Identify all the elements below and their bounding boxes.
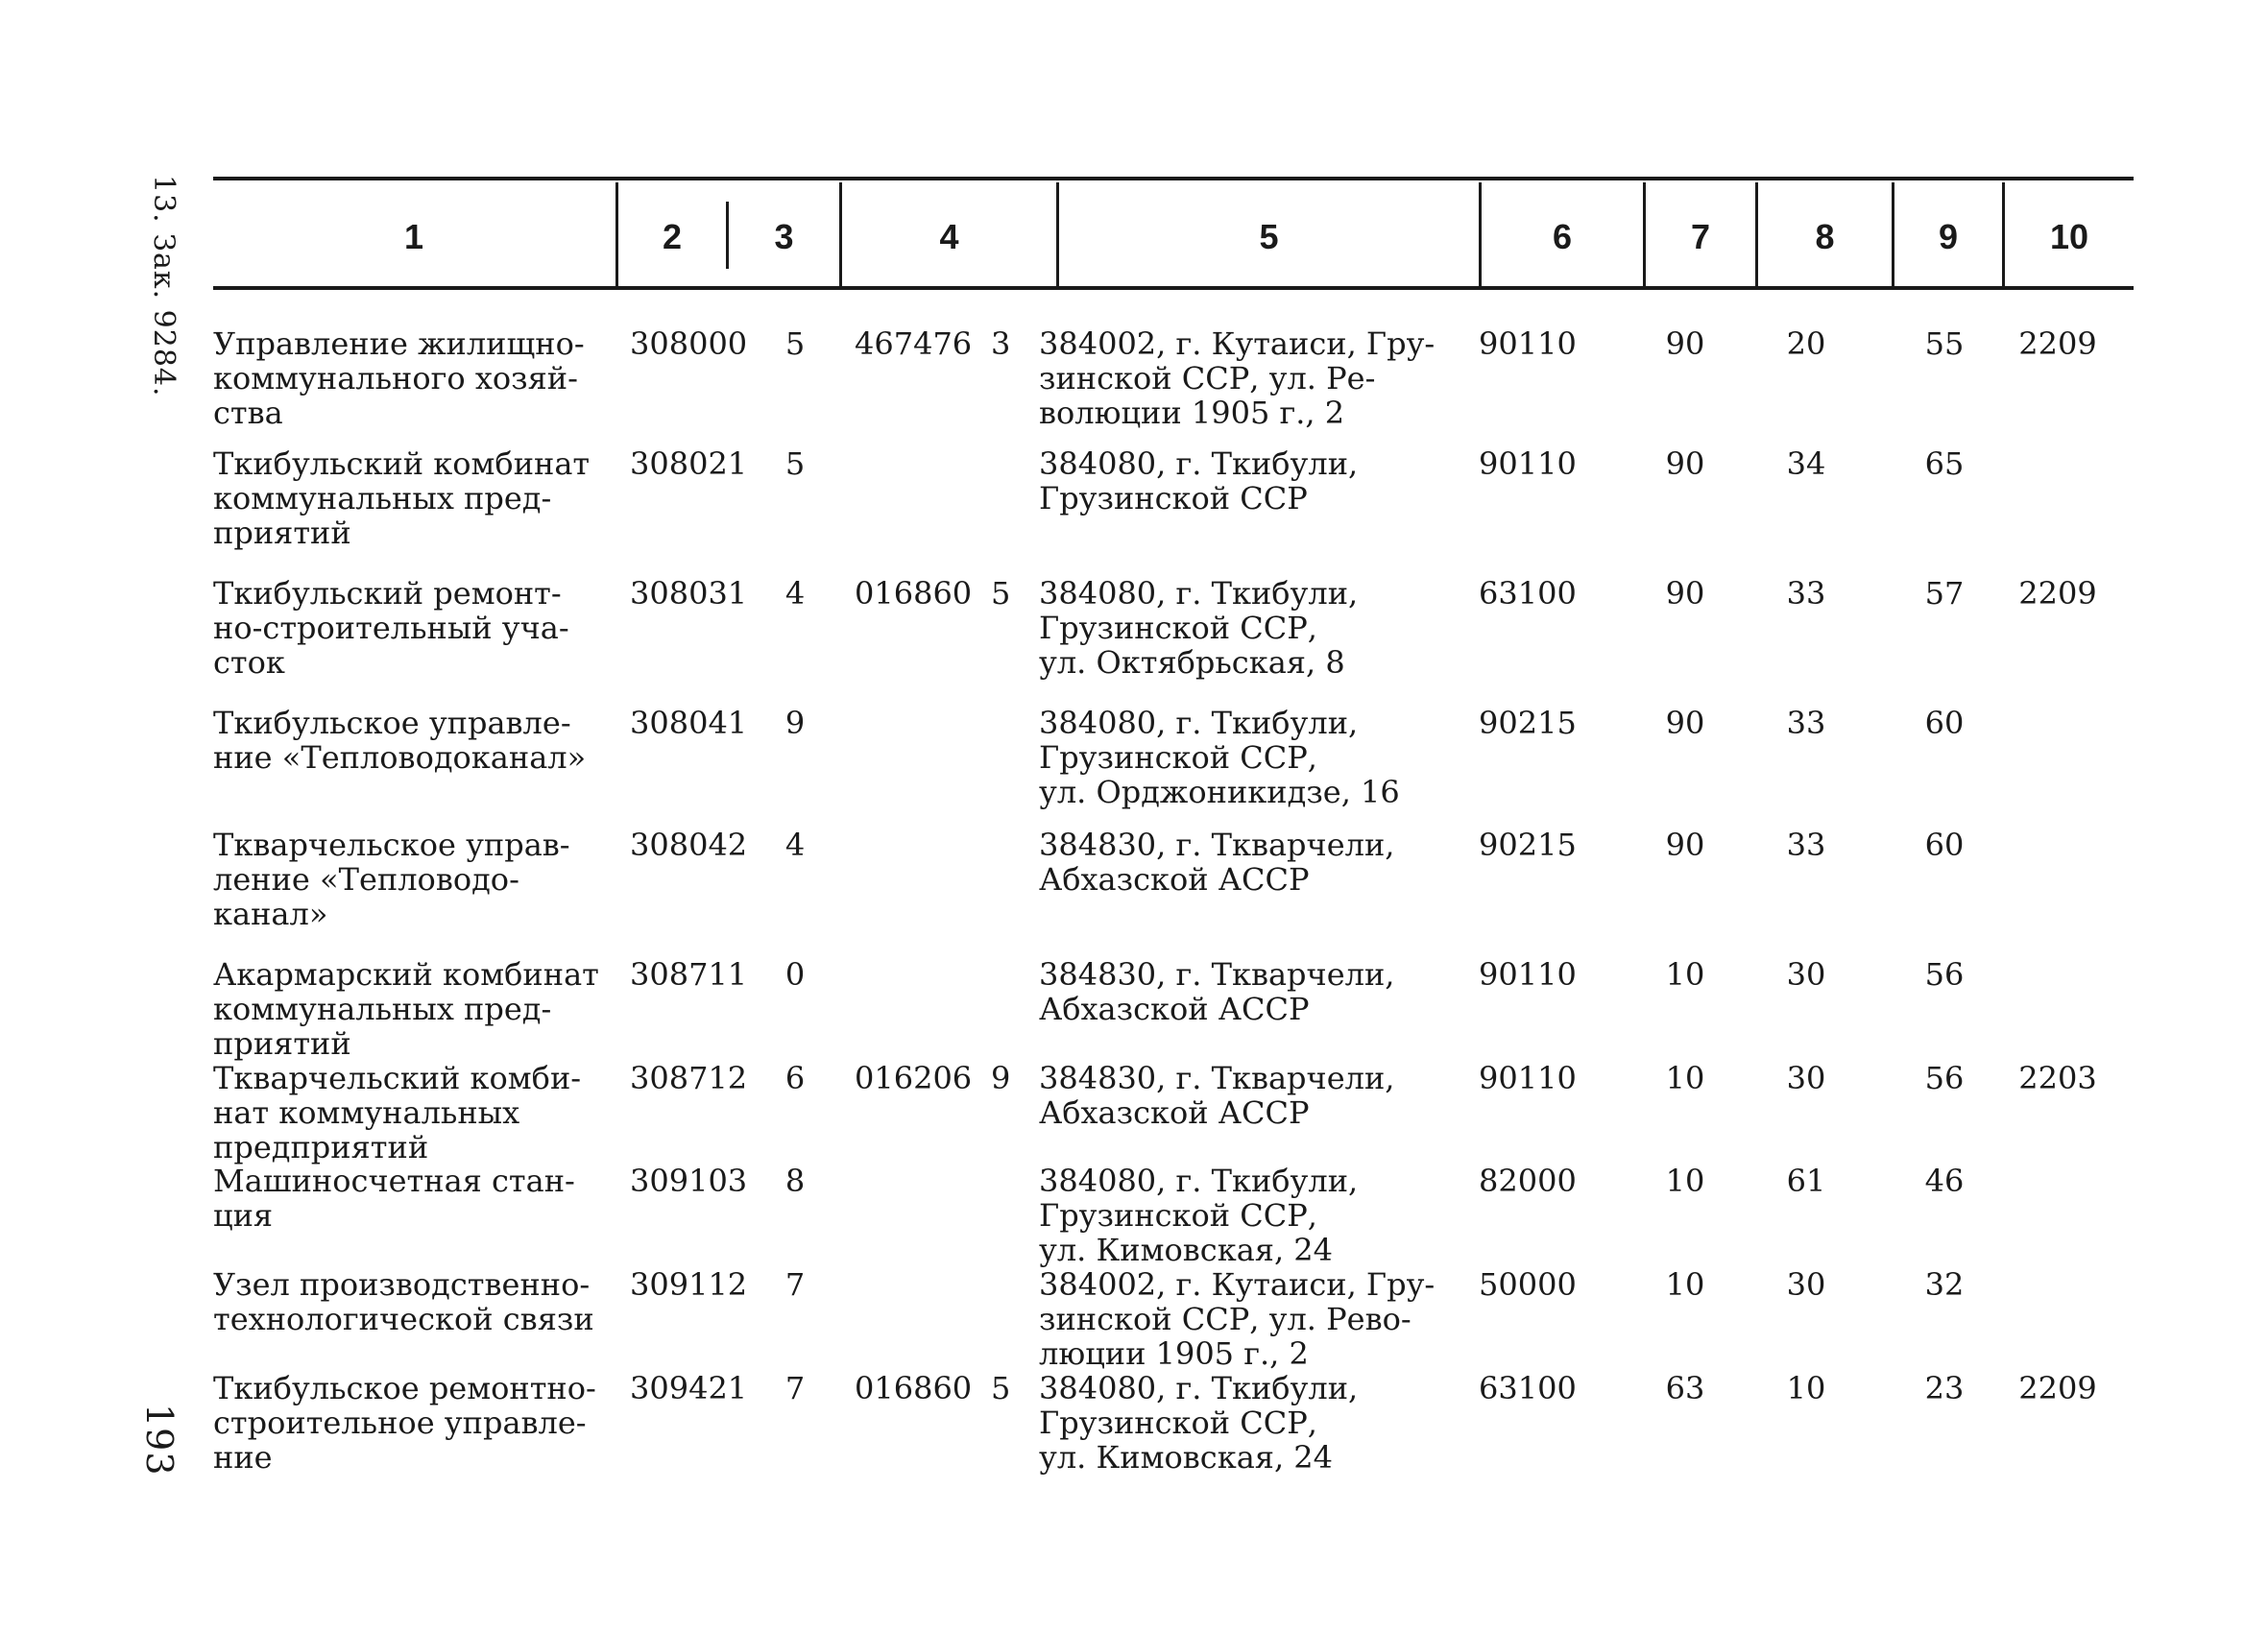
address: 384080, г. Ткибули, Грузинской ССР, ул. Октябрьская, 8: [1039, 575, 1359, 681]
col-8-value: 61: [1786, 1163, 1826, 1199]
address: 384080, г. Ткибули, Грузинской ССР, ул. Кимовская, 24: [1039, 1163, 1359, 1268]
col-7-value: 63: [1665, 1370, 1705, 1406]
secondary-code: 467476: [855, 325, 973, 362]
col-9-value: 55: [1924, 325, 1965, 362]
col-6-value: 63100: [1479, 575, 1577, 612]
col-9-value: 56: [1924, 956, 1965, 993]
org-name: Управление жилищно- коммунального хозяй- ства: [213, 325, 585, 431]
col-8-value: 10: [1786, 1370, 1826, 1406]
header-col-5: 5: [1259, 217, 1279, 256]
col-6-value: 82000: [1479, 1163, 1577, 1199]
org-name: Ткибульский ремонт- но-строительный уча- сток: [213, 575, 569, 681]
org-name: Ткварчельский комби- нат коммунальных предприятий: [213, 1060, 582, 1165]
org-name: Ткибульское ремонтно- строительное управле- ние: [213, 1370, 596, 1476]
org-code: 309103: [630, 1163, 748, 1199]
col-8-value: 33: [1786, 705, 1826, 741]
col-8-value: 20: [1786, 325, 1826, 362]
code-check-digit: 5: [784, 445, 806, 482]
col-9-value: 57: [1924, 575, 1965, 612]
code-check-digit: 7: [784, 1266, 806, 1303]
col-8-value: 34: [1786, 445, 1826, 482]
header-col-4: 4: [939, 217, 959, 256]
col-8-value: 33: [1786, 827, 1826, 863]
col-9-value: 65: [1924, 445, 1965, 482]
org-name: Ткварчельское управ- ление «Тепловодо- канал»: [213, 827, 570, 932]
col-10-value: 2209: [2018, 1370, 2097, 1406]
org-code: 308712: [630, 1060, 748, 1096]
col-10-value: 2209: [2018, 325, 2097, 362]
secondary-code: 016206: [855, 1060, 973, 1096]
org-code: 308041: [630, 705, 748, 741]
org-code: 309112: [630, 1266, 748, 1303]
address: 384002, г. Кутаиси, Гру- зинской ССР, ул. Рево- люции 1905 г., 2: [1039, 1266, 1436, 1372]
code-check-digit: 4: [784, 827, 806, 863]
address: 384002, г. Кутаиси, Гру- зинской ССР, ул. Ре- волюции 1905 г., 2: [1039, 325, 1436, 431]
col-6-value: 90215: [1479, 827, 1577, 863]
header-col-8: 8: [1815, 217, 1835, 256]
org-code: 308021: [630, 445, 748, 482]
header-col-10: 10: [2049, 217, 2089, 256]
col-9-value: 60: [1924, 827, 1965, 863]
secondary-code: 016860: [855, 575, 973, 612]
secondary-check-digit: 3: [991, 325, 1011, 362]
col-6-value: 50000: [1479, 1266, 1577, 1303]
page-number: 193: [138, 1404, 181, 1477]
col-7-value: 10: [1665, 1163, 1705, 1199]
address: 384080, г. Ткибули, Грузинской ССР, ул. Кимовская, 24: [1039, 1370, 1359, 1476]
col-7-value: 90: [1665, 325, 1705, 362]
org-name: Акармарский комбинат коммунальных пред- приятий: [213, 956, 599, 1062]
secondary-code: 016860: [855, 1370, 973, 1406]
col-7-value: 10: [1665, 1266, 1705, 1303]
code-check-digit: 7: [784, 1370, 806, 1406]
col-8-value: 33: [1786, 575, 1826, 612]
code-check-digit: 0: [784, 956, 806, 993]
header-col-3: 3: [774, 217, 794, 256]
header-bottom-rule: [213, 286, 2134, 290]
org-name: Узел производственно- технологической связи: [213, 1266, 594, 1337]
col-7-value: 90: [1665, 575, 1705, 612]
col-7-value: 10: [1665, 956, 1705, 993]
col-6-value: 63100: [1479, 1370, 1577, 1406]
header-col-1: 1: [403, 217, 424, 256]
org-code: 308000: [630, 325, 748, 362]
col-9-value: 23: [1924, 1370, 1965, 1406]
header-col-6: 6: [1552, 217, 1573, 256]
org-code: 309421: [630, 1370, 748, 1406]
secondary-check-digit: 9: [991, 1060, 1011, 1096]
col-7-value: 90: [1665, 827, 1705, 863]
table-top-rule: [213, 177, 2134, 180]
header-col-7: 7: [1690, 217, 1711, 256]
address: 384830, г. Ткварчели, Абхазской АССР: [1039, 956, 1395, 1027]
col-10-value: 2209: [2018, 575, 2097, 612]
code-check-digit: 9: [784, 705, 806, 741]
code-check-digit: 8: [784, 1163, 806, 1199]
org-name: Ткибульский комбинат коммунальных пред- приятий: [213, 445, 591, 551]
address: 384830, г. Ткварчели, Абхазской АССР: [1039, 827, 1395, 898]
col-7-value: 90: [1665, 445, 1705, 482]
col-6-value: 90110: [1479, 956, 1577, 993]
code-check-digit: 6: [784, 1060, 806, 1096]
col-9-value: 46: [1924, 1163, 1965, 1199]
col-9-value: 32: [1924, 1266, 1965, 1303]
col-6-value: 90110: [1479, 445, 1577, 482]
secondary-check-digit: 5: [991, 1370, 1011, 1406]
org-code: 308711: [630, 956, 748, 993]
secondary-check-digit: 5: [991, 575, 1011, 612]
col-8-value: 30: [1786, 1266, 1826, 1303]
org-name: Машиносчетная стан- ция: [213, 1163, 575, 1234]
col-6-value: 90110: [1479, 325, 1577, 362]
col-8-value: 30: [1786, 1060, 1826, 1096]
header-col-2: 2: [662, 217, 683, 256]
order-note: 13. Зак. 9284.: [147, 175, 181, 397]
org-code: 308042: [630, 827, 748, 863]
col-8-value: 30: [1786, 956, 1826, 993]
col-6-value: 90215: [1479, 705, 1577, 741]
org-name: Ткибульское управле- ние «Тепловодоканал»: [213, 705, 587, 776]
header-col-9: 9: [1938, 217, 1959, 256]
org-code: 308031: [630, 575, 748, 612]
code-check-digit: 5: [784, 325, 806, 362]
code-check-digit: 4: [784, 575, 806, 612]
address: 384080, г. Ткибули, Грузинской ССР: [1039, 445, 1359, 516]
col-9-value: 56: [1924, 1060, 1965, 1096]
col-7-value: 90: [1665, 705, 1705, 741]
col-9-value: 60: [1924, 705, 1965, 741]
col-7-value: 10: [1665, 1060, 1705, 1096]
col-6-value: 90110: [1479, 1060, 1577, 1096]
address: 384080, г. Ткибули, Грузинской ССР, ул. Орджоникидзе, 16: [1039, 705, 1400, 810]
address: 384830, г. Ткварчели, Абхазской АССР: [1039, 1060, 1395, 1131]
col-10-value: 2203: [2018, 1060, 2097, 1096]
